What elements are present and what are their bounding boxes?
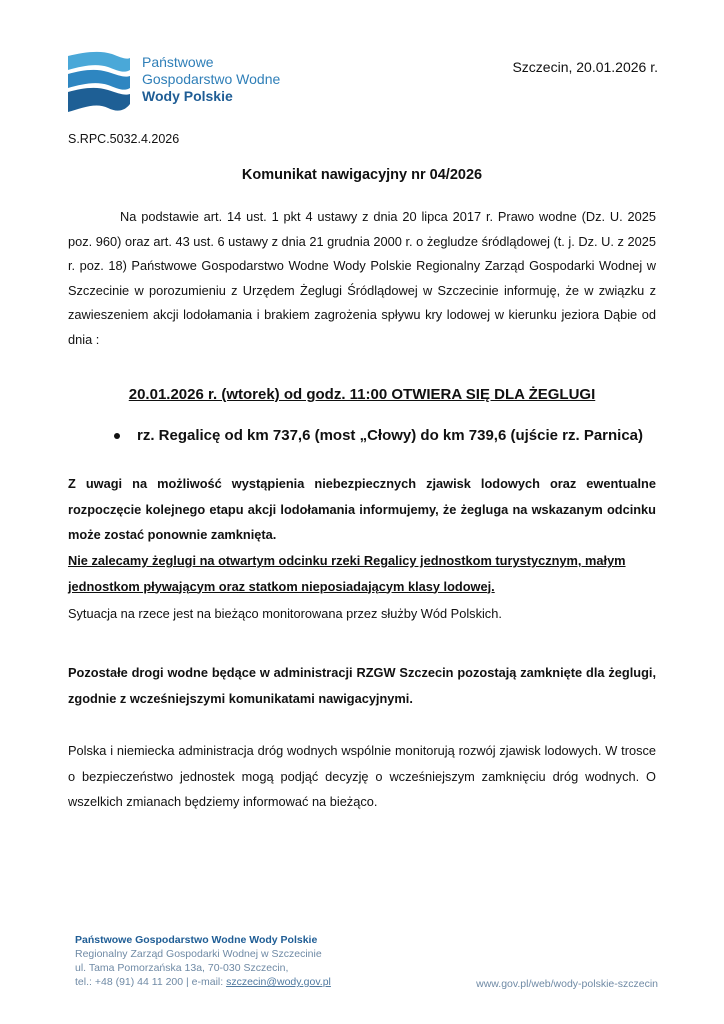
footer-address: ul. Tama Pomorzańska 13a, 70-030 Szczecin, <box>75 962 289 974</box>
logo-line-1: Państwowe <box>142 54 214 70</box>
logo <box>66 50 296 116</box>
monitoring-paragraph: Sytuacja na rzece jest na bieżąco monitorowana przez służby Wód Polskich. <box>68 606 502 621</box>
footer-unit: Regionalny Zarząd Gospodarki Wodnej w Szczecinie <box>75 948 322 960</box>
footer-email-link[interactable]: szczecin@wody.gov.pl <box>226 976 331 988</box>
closing-paragraph: Polska i niemiecka administracja dróg wodnych wspólnie monitorują rozwój zjawisk lodowych. W trosce o bezpieczeństwo jednostek mogą podjąć decyzję o wcześniejszym zamknięciu dróg wodnych. O wszelkich zmianach będziemy informować na bieżąco. <box>68 743 656 809</box>
footer-website[interactable]: www.gov.pl/web/wody-polskie-szczecin <box>476 978 658 990</box>
reference-number: S.RPC.5032.4.2026 <box>68 132 180 146</box>
opening-announcement: 20.01.2026 r. (wtorek) od godz. 11:00 OTWIERA SIĘ DLA ŻEGLUGI <box>128 386 596 403</box>
footer-phone: tel.: +48 (91) 44 11 200 | e-mail: <box>75 976 227 988</box>
place-date: Szczecin, 20.01.2026 r. <box>512 59 658 75</box>
footer-phone-email <box>75 975 331 989</box>
footer-org: Państwowe Gospodarstwo Wodne Wody Polskie <box>75 934 318 946</box>
logo-line-3: Wody Polskie <box>142 88 233 104</box>
bullet-icon <box>114 433 120 439</box>
wody-polskie-wave-logo-icon <box>66 50 132 116</box>
bullet-text: rz. Regalicę od km 737,6 (most „Cłowy) do km 739,6 (ujście rz. Parnica) <box>137 427 644 444</box>
other-waterways-paragraph: Pozostałe drogi wodne będące w administracji RZGW Szczecin pozostają zamknięte dla żeglugi, zgodnie z wcześniejszymi komunikatami nawigacyjnymi. <box>68 665 656 706</box>
bullet-list-item <box>114 427 643 444</box>
logo-line-2: Gospodarstwo Wodne <box>142 71 281 87</box>
recommendation-paragraph: Nie zalecamy żeglugi na otwartym odcinku rzeki Regalicy jednostkom turystycznym, małym jednostkom pływającym oraz statkom nieposiadającym klasy lodowej. <box>68 553 626 594</box>
logo-text <box>142 54 280 105</box>
document-title: Komunikat nawigacyjny nr 04/2026 <box>241 167 483 183</box>
footer-contact <box>75 933 331 989</box>
intro-paragraph: Na podstawie art. 14 ust. 1 pkt 4 ustawy z dnia 20 lipca 2017 r. Prawo wodne (Dz. U. 2025 poz. 960) oraz art. 43 ust. 6 ustawy z dnia 21 grudnia 2000 r. o żegludze śródlądowej (t. j. Dz. U. z 2025 r. poz. 18) Państwowe Gospodarstwo Wodne Wody Polskie Regionalny Zarząd Gospodarki Wodnej w Szczecinie w porozumieniu z Urzędem Żeglugi Śródlądowej w Szczecinie informuję, że w związku z zawieszeniem akcji lodołamania i brakiem zagrożenia spływu kry lodowej w kierunku jeziora Dąbie od dnia : <box>68 209 656 347</box>
warning-paragraph: Z uwagi na możliwość wystąpienia niebezpiecznych zjawisk lodowych oraz ewentualne rozpoczęcie kolejnego etapu akcji lodołamania informujemy, że żegluga na wskazanym odcinku może zostać ponownie zamknięta. <box>68 476 656 542</box>
